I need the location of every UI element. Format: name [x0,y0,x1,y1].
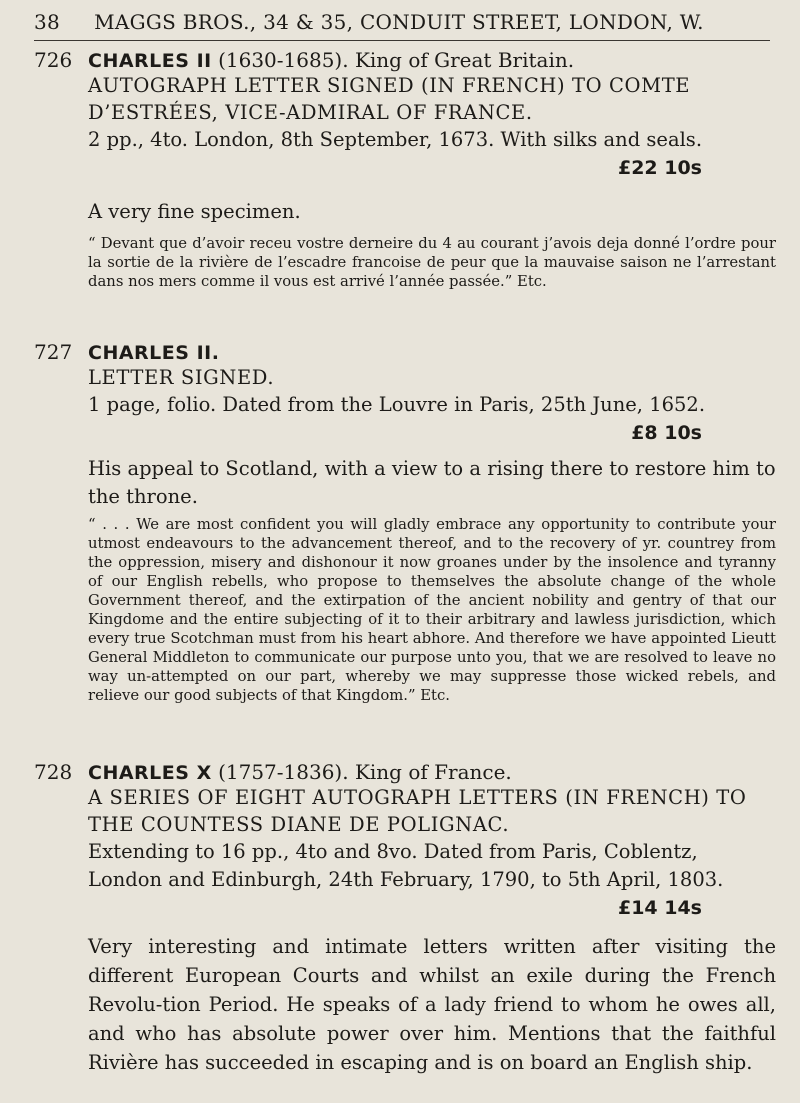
page-header [34,10,774,34]
entry-name: CHARLES II [88,50,212,72]
entry-quote: “ . . . We are most confident you will gladly embrace any opportunity to contribute your utmost endeavours to the advancement thereof, and to the recovery of yr. countrey from the oppression, misery and dishonour it now groanes under by the insolence and tyranny of our English rebells, who propose to themselves the absolute change of the whole Government thereof, and the extirpation of the ancient nobility and gentry of that our Kingdome and the entire subjecting of it to their arbitrary and lawless jurisdiction, which every true Scotchman must from his heart abhore. And therefore we have appointed Lieutt General Middleton to communicate our purpose unto you, that we are resolved to leave no way un-attempted on our part, whereby we may suppresse those wicked rebels, and relieve our good subjects of that Kingdom.” Etc. [88,516,776,704]
entry-subtitle: (1630-1685). King of Great Britain. [218,48,575,72]
entry-description: 1 page, folio. Dated from the Louvre in Paris, 25th June, 1652. [88,393,706,416]
entry-name: CHARLES II. [88,342,220,364]
lot-number: 727 [34,340,73,364]
page-number: 38 [34,10,61,34]
entry-heading: AUTOGRAPH LETTER SIGNED (IN FRENCH) TO COMTE D’ESTRÉES, VICE-ADMIRAL OF FRANCE. [88,74,691,124]
entry-price: £22 10s [617,157,702,179]
entry-intro: His appeal to Scotland, with a view to a rising there to restore him to the throne. [88,457,776,508]
lot-number: 726 [34,48,73,72]
entry-description: 2 pp., 4to. London, 8th September, 1673. With silks and seals. [88,128,703,151]
entry-price: £8 10s [631,422,702,444]
lot-number: 728 [34,760,73,784]
entry-price: £14 14s [617,897,702,919]
entry-quote: “ Devant que d’avoir receu vostre derneire du 4 au courant j’avois deja donné l’ordre pour la sortie de la rivière de l’escadre francoise de peur que la mauvaise saison ne l’arrestant dans nos mers comme il vous est arrivé l’année passée.” Etc. [88,235,776,290]
entry-heading: A SERIES OF EIGHT AUTOGRAPH LETTERS (IN FRENCH) TO THE COUNTESS DIANE DE POLIGNAC. [88,786,747,836]
entry-title-line [34,760,776,784]
entry-title-line [34,340,776,364]
entry-subtitle: (1757-1836). King of France. [218,760,512,784]
entry-name: CHARLES X [88,762,212,784]
entry-intro: A very fine specimen. [88,200,301,223]
catalogue-entry-726 [34,48,776,291]
header-text: MAGGS BROS., 34 & 35, CONDUIT STREET, LONDON, W. [94,10,704,34]
catalogue-entry-728 [34,760,776,1077]
entry-heading: LETTER SIGNED. [88,366,275,389]
header-rule [34,40,770,41]
entry-description: Extending to 16 pp., 4to and 8vo. Dated from Paris, Coblentz, London and Edinburgh, 24th February, 1790, to 5th April, 1803. [88,840,724,891]
entry-body: Very interesting and intimate letters written after visiting the different European Courts and whilst an exile during the French Revolu-tion Period. He speaks of a lady friend to whom he owes all, and who has absolute power over him. Mentions that the faithful Rivière has succeeded in escaping and is on board an English ship. [88,935,776,1074]
catalogue-entry-727 [34,340,776,705]
entry-title-line [34,48,776,72]
